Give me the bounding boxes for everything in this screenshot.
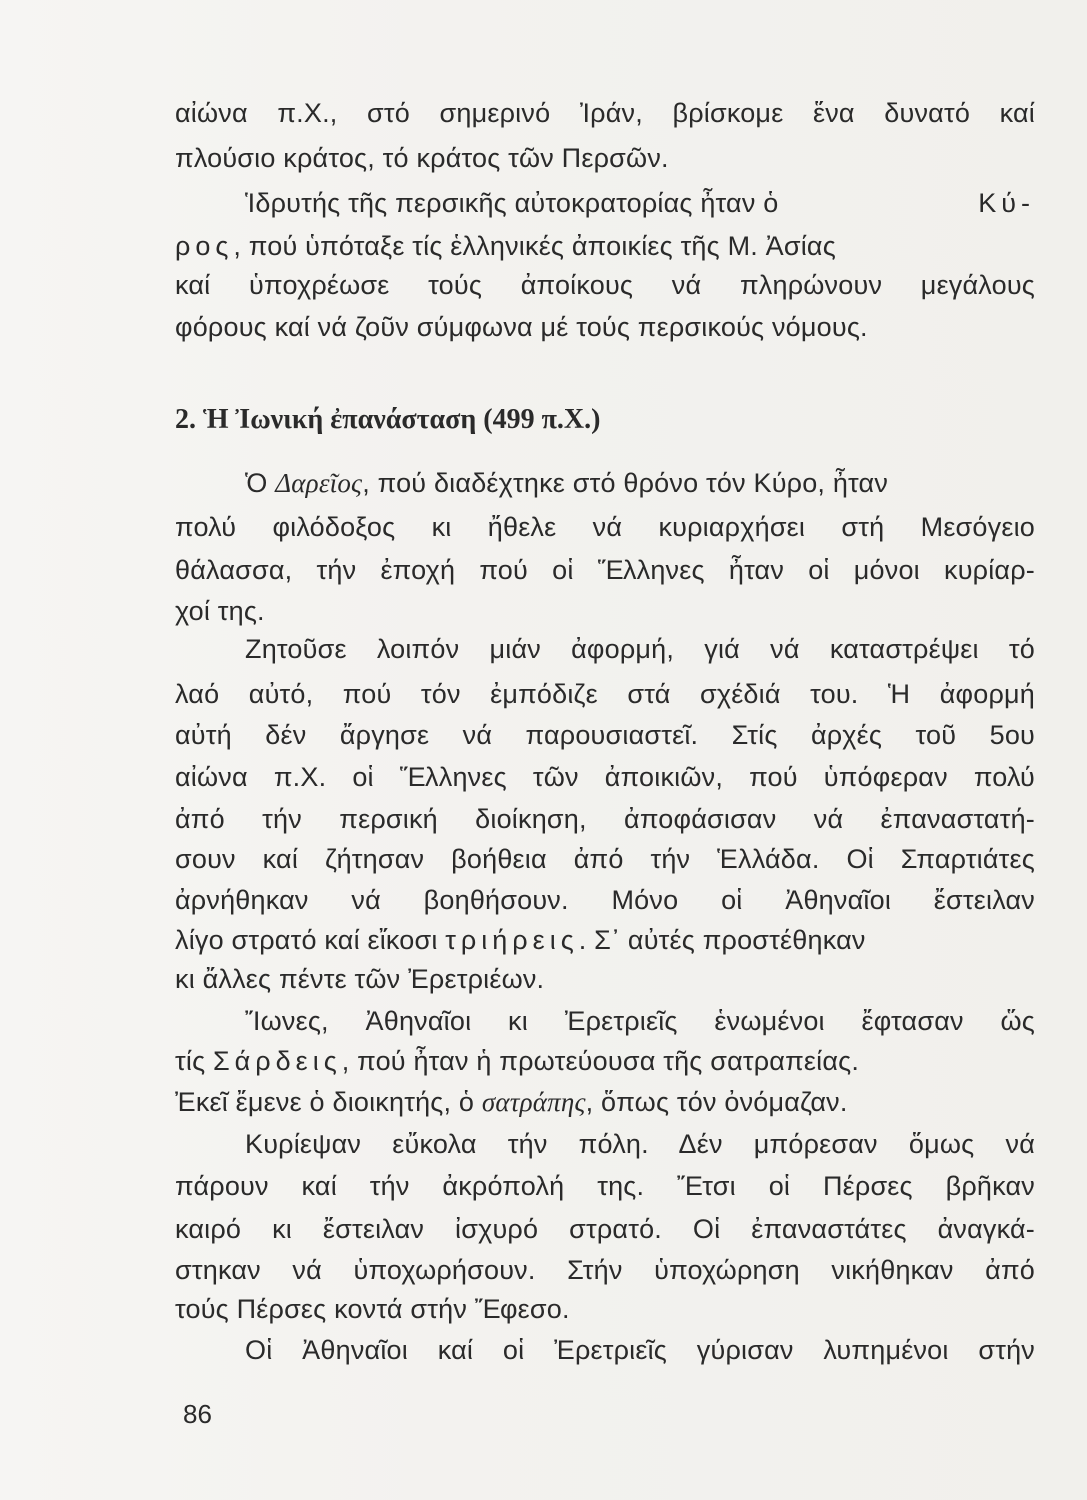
text-line: Ζητοῦσε λοιπόν μιάν ἀφορμή, γιά νά καταστρέψει τό [245,634,1035,664]
page-number: 86 [183,1399,212,1429]
text-segment: , πού ὑπόταξε τίς ἑλληνικές ἀποικίες τῆς Μ. Ἀσίας [233,231,836,261]
text-line: καί ὑποχρέωσε τούς ἀποίκους νά πληρώνουν μεγάλους [175,270,1035,300]
text-segment: . Σ᾽ αὐτές προστέθηκαν [578,925,866,955]
text-line: ἀπό τήν περσική διοίκηση, ἀποφάσισαν νά ἐπαναστατή- [175,804,1035,834]
text-line [175,229,1035,263]
text-line [245,186,1035,220]
text-line: Κυρίεψαν εὔκολα τήν πόλη. Δέν μπόρεσαν ὅμως νά [245,1129,1035,1159]
text-line: πλούσιο κράτος, τό κράτος τῶν Περσῶν. [175,143,669,173]
text-segment: τίς [175,1046,213,1076]
text-line: πάρουν καί τήν ἀκρόπολή της. Ἔτσι οἱ Πέρσες βρῆκαν [175,1171,1035,1201]
emphasis-text: τριήρεις [445,925,579,955]
section-heading: 2. Ἡ Ἰωνική ἐπανάσταση (499 π.Χ.) [175,404,601,435]
text-segment: λίγο στρατό καί εἴκοσι [175,925,446,955]
text-line: θάλασσα, τήν ἐποχή πού οἱ Ἕλληνες ἦταν οἱ μόνοι κυρίαρ- [175,555,1035,585]
text-line [175,923,1035,957]
text-line: καιρό κι ἔστειλαν ἰσχυρό στρατό. Οἱ ἐπαναστάτες ἀναγκά- [175,1214,1035,1244]
emphasis-text: ρος [175,231,234,261]
emphasis-text: Κύ- [978,188,1035,218]
text-line: στηκαν νά ὑποχωρήσουν. Στήν ὑποχώρηση νικήθηκαν ἀπό [175,1255,1035,1285]
italic-name: Δαρεῖος [275,468,363,498]
text-segment: , ὅπως τόν ὀνόμαζαν. [585,1087,848,1117]
text-line: Οἱ Ἀθηναῖοι καί οἱ Ἐρετριεῖς γύρισαν λυπημένοι στήν [245,1335,1035,1365]
text-line [175,1085,1035,1119]
text-line: τούς Πέρσες κοντά στήν Ἔφεσο. [175,1294,570,1324]
text-line [245,466,1035,500]
text-segment: , πού διαδέχτηκε στό θρόνο τόν Κύρο, ἦταν [362,468,889,498]
text-line: σουν καί ζήτησαν βοήθεια ἀπό τήν Ἑλλάδα. Οἱ Σπαρτιάτες [175,844,1035,874]
text-line: αἰώνα π.Χ., στό σημερινό Ἰράν, βρίσκομε ἕνα δυνατό καί [175,98,1035,128]
italic-term: σατράπης [481,1087,586,1117]
text-line: χοί της. [175,596,265,626]
text-line: κι ἄλλες πέντε τῶν Ἐρετριέων. [175,964,545,994]
text-line: αἰώνα π.Χ. οἱ Ἕλληνες τῶν ἀποικιῶν, πού ὑπόφεραν πολύ [175,762,1035,792]
text-segment: Ὁ [245,468,276,498]
text-line: αὐτή δέν ἄργησε νά παρουσιαστεῖ. Στίς ἀρχές τοῦ 5ου [175,720,1035,750]
text-line: ἀρνήθηκαν νά βοηθήσουν. Μόνο οἱ Ἀθηναῖοι ἔστειλαν [175,885,1035,915]
text-line: φόρους καί νά ζοῦν σύμφωνα μέ τούς περσικούς νόμους. [175,312,868,342]
text-line: πολύ φιλόδοξος κι ἤθελε νά κυριαρχήσει στή Μεσόγειο [175,512,1035,542]
text-segment: Ἱδρυτής τῆς περσικῆς αὐτοκρατορίας ἦταν ὁ [245,188,779,218]
text-segment: Ἐκεῖ ἔμενε ὁ διοικητής, ὁ [175,1087,482,1117]
text-segment: , πού ἦταν ἡ πρωτεύουσα τῆς σατραπείας. [341,1046,860,1076]
text-line: Ἴωνες, Ἀθηναῖοι κι Ἐρετριεῖς ἑνωμένοι ἔφτασαν ὥς [245,1006,1035,1036]
text-line: λαό αὐτό, πού τόν ἐμπόδιζε στά σχέδιά του. Ἡ ἀφορμή [175,679,1035,709]
text-line [175,1044,1035,1078]
emphasis-text: Σάρδεις [212,1046,342,1076]
